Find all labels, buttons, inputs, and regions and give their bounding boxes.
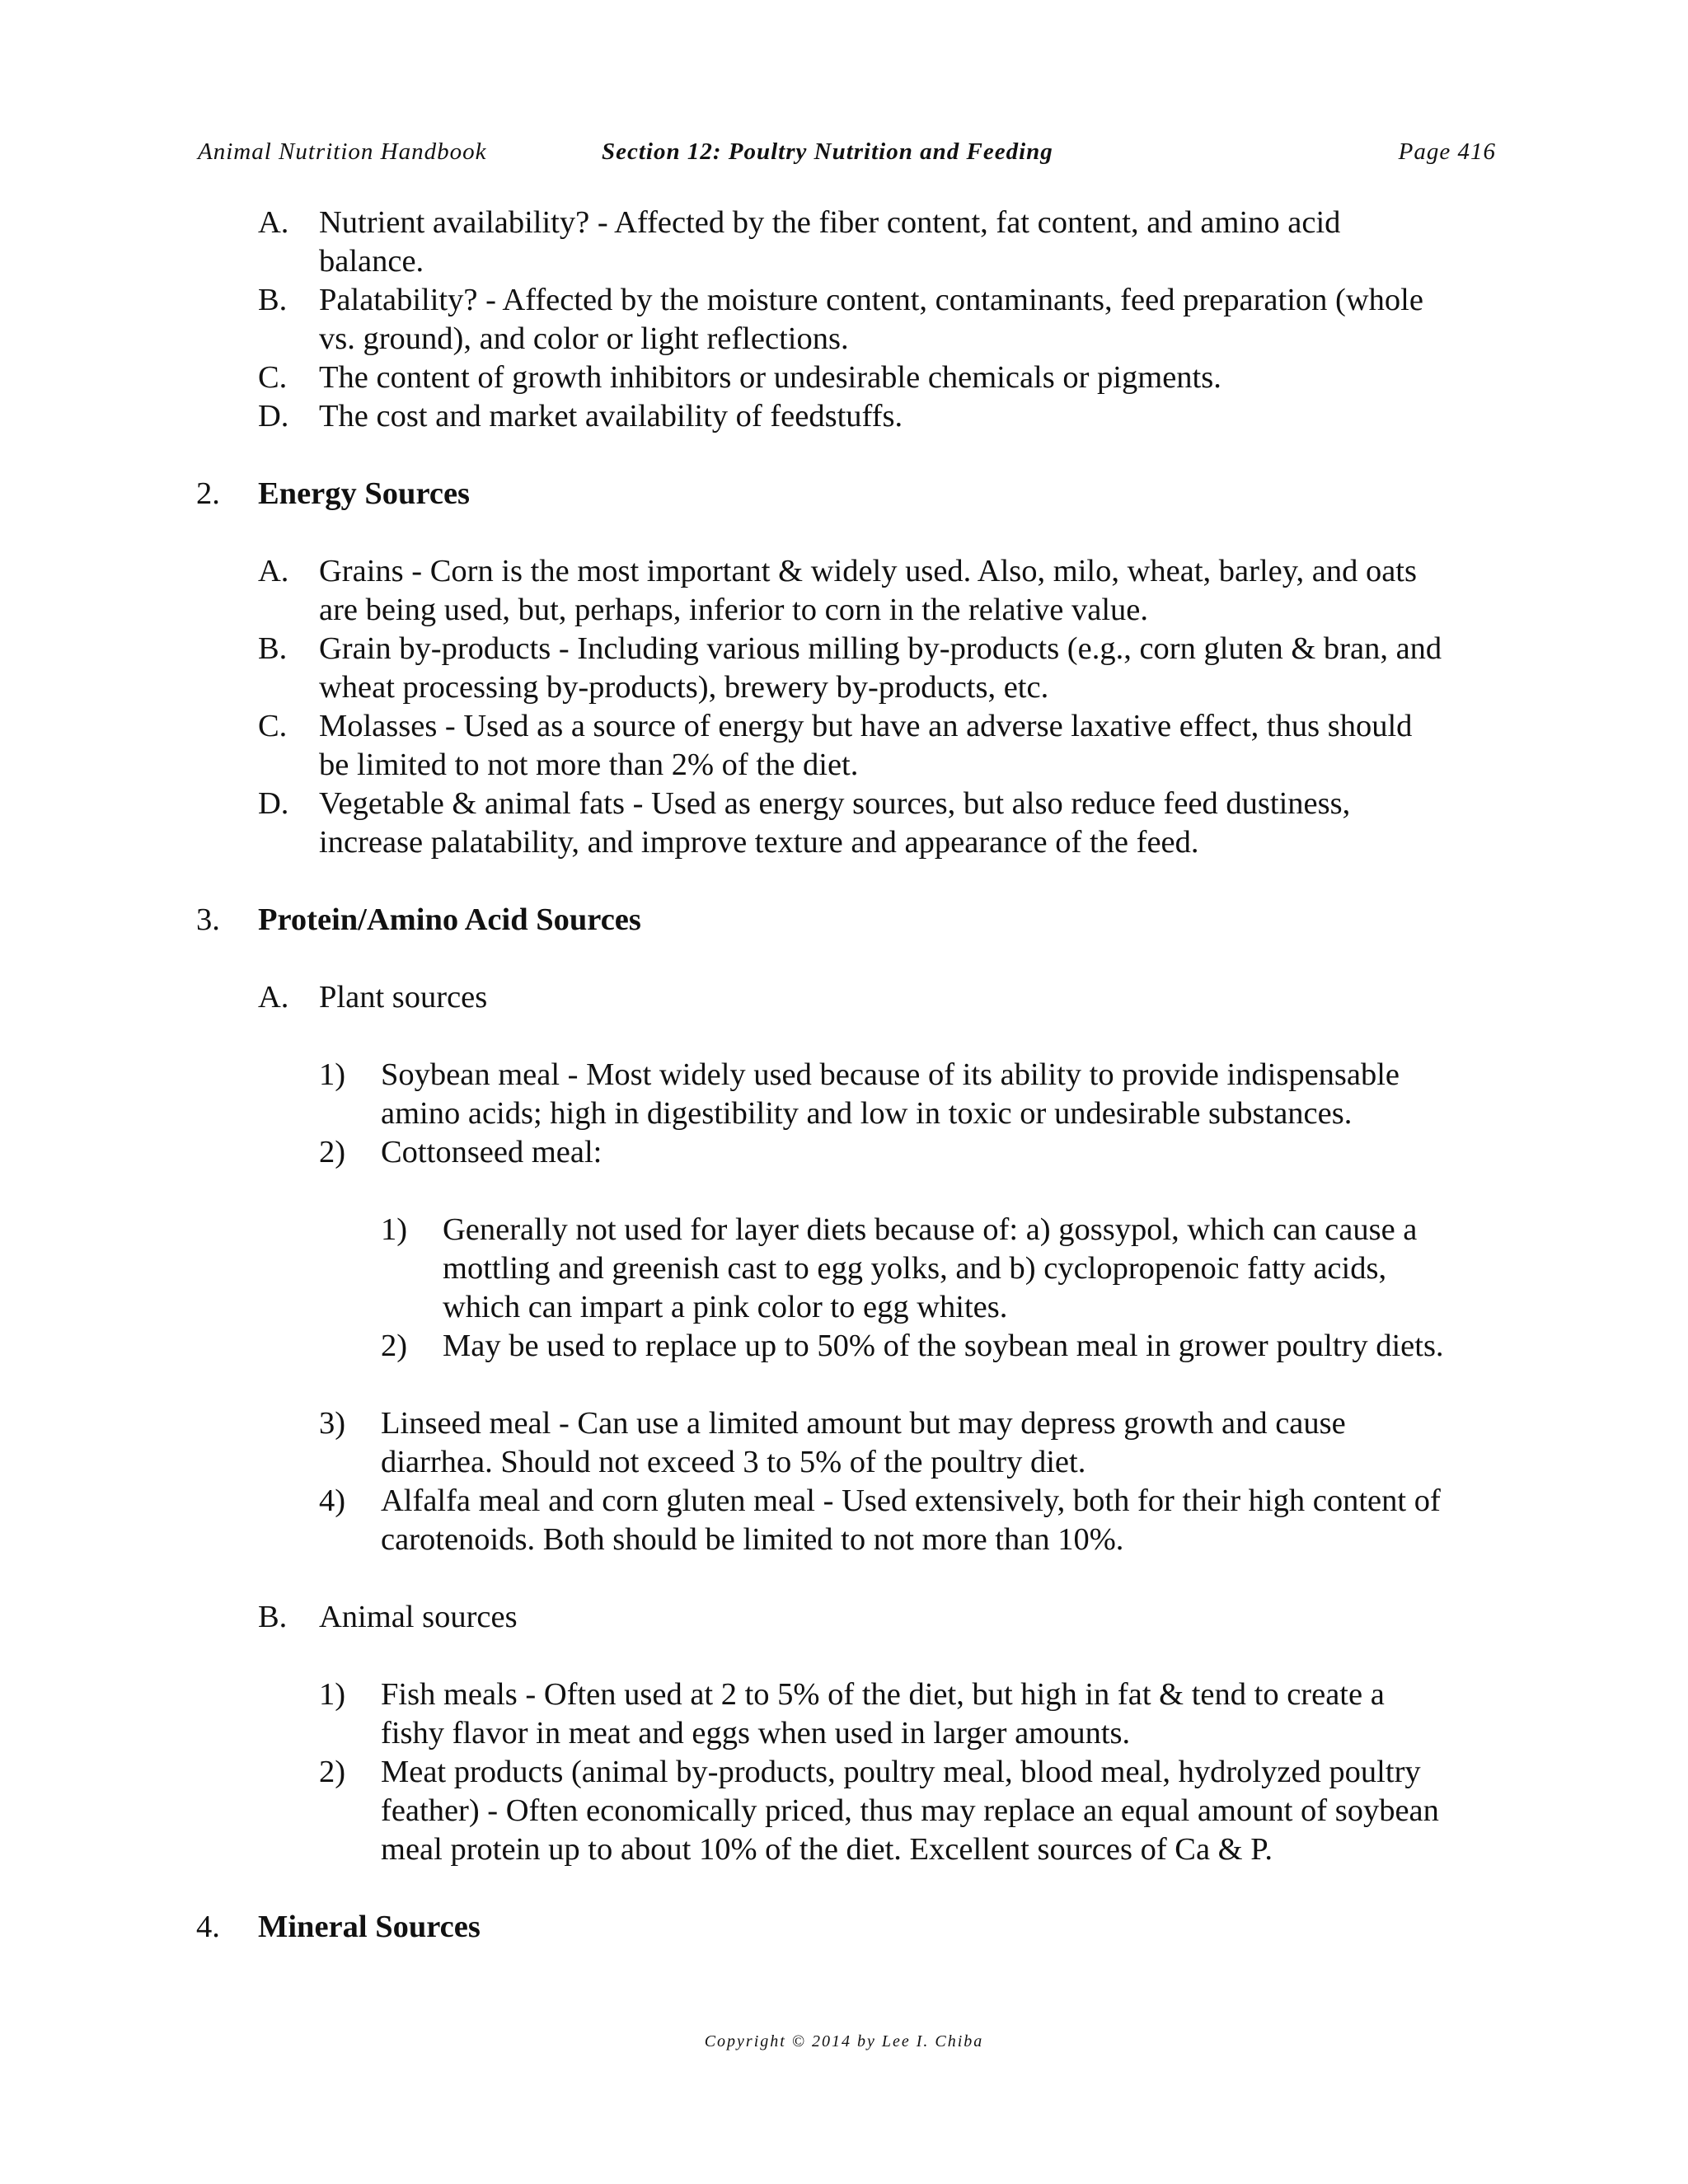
header-page-number: Page 416 — [1398, 138, 1496, 165]
s2-d-line-1: Vegetable & animal fats - Used as energy sources, but also reduce feed dustiness, — [319, 786, 1351, 821]
s2-a-line-2: are being used, but, perhaps, inferior to corn in the relative value. — [319, 593, 1148, 627]
soybean-marker: 1) — [319, 1057, 346, 1092]
intro-c-line-1: The content of growth inhibitors or undesirable chemicals or pigments. — [319, 360, 1221, 395]
intro-c-marker: C. — [258, 360, 288, 395]
cottonseed-2-marker: 2) — [381, 1329, 408, 1363]
intro-d-line-1: The cost and market availability of feedstuffs. — [319, 399, 903, 434]
cottonseed-marker: 2) — [319, 1135, 346, 1169]
meat-products-marker: 2) — [319, 1755, 346, 1789]
s2-c-line-2: be limited to not more than 2% of the diet. — [319, 748, 859, 782]
s3-plant-marker: A. — [258, 980, 289, 1015]
soybean-line-2: amino acids; high in digestibility and low in toxic or undesirable substances. — [381, 1096, 1353, 1131]
intro-b-marker: B. — [258, 283, 288, 317]
meat-products-line-1: Meat products (animal by-products, poultry meal, blood meal, hydrolyzed poultry — [381, 1755, 1421, 1789]
soybean-line-1: Soybean meal - Most widely used because of its ability to provide indispensable — [381, 1057, 1400, 1092]
cottonseed-2-line-1: May be used to replace up to 50% of the soybean meal in grower poultry diets. — [443, 1329, 1444, 1363]
linseed-line-2: diarrhea. Should not exceed 3 to 5% of the poultry diet. — [381, 1445, 1086, 1479]
section-2-number: 2. — [196, 476, 220, 511]
cottonseed-1-marker: 1) — [381, 1212, 408, 1247]
s2-d-line-2: increase palatability, and improve texture and appearance of the feed. — [319, 825, 1199, 860]
s2-c-marker: C. — [258, 709, 288, 743]
alfalfa-line-1: Alfalfa meal and corn gluten meal - Used extensively, both for their high content of — [381, 1483, 1441, 1518]
s3-animal-label: Animal sources — [319, 1600, 518, 1634]
meat-products-line-3: meal protein up to about 10% of the diet. Excellent sources of Ca & P. — [381, 1832, 1273, 1867]
linseed-marker: 3) — [319, 1406, 346, 1441]
s3-animal-marker: B. — [258, 1600, 288, 1634]
fish-meals-line-1: Fish meals - Often used at 2 to 5% of the diet, but high in fat & tend to create a — [381, 1677, 1385, 1712]
section-4-number: 4. — [196, 1910, 220, 1944]
s2-d-marker: D. — [258, 786, 289, 821]
meat-products-line-2: feather) - Often economically priced, thus may replace an equal amount of soybean — [381, 1793, 1439, 1828]
alfalfa-marker: 4) — [319, 1483, 346, 1518]
section-3-title: Protein/Amino Acid Sources — [258, 902, 641, 937]
s2-a-line-1: Grains - Corn is the most important & widely used. Also, milo, wheat, barley, and oats — [319, 554, 1417, 588]
fish-meals-line-2: fishy flavor in meat and eggs when used in larger amounts. — [381, 1716, 1131, 1750]
intro-a-marker: A. — [258, 205, 289, 240]
intro-b-line-2: vs. ground), and color or light reflections. — [319, 321, 849, 356]
fish-meals-marker: 1) — [319, 1677, 346, 1712]
section-2-title: Energy Sources — [258, 476, 471, 511]
section-4-title: Mineral Sources — [258, 1910, 481, 1944]
s3-plant-label: Plant sources — [319, 980, 488, 1015]
linseed-line-1: Linseed meal - Can use a limited amount but may depress growth and cause — [381, 1406, 1346, 1441]
cottonseed-1-line-3: which can impart a pink color to egg whites. — [443, 1290, 1008, 1324]
cottonseed-1-line-1: Generally not used for layer diets because of: a) gossypol, which can cause a — [443, 1212, 1418, 1247]
cottonseed-1-line-2: mottling and greenish cast to egg yolks, and b) cyclopropenoic fatty acids, — [443, 1251, 1387, 1286]
s2-b-line-2: wheat processing by-products), brewery by-products, etc. — [319, 670, 1049, 705]
s2-c-line-1: Molasses - Used as a source of energy but have an adverse laxative effect, thus should — [319, 709, 1413, 743]
s2-a-marker: A. — [258, 554, 289, 588]
intro-a-line-1: Nutrient availability? - Affected by the fiber content, fat content, and amino acid — [319, 205, 1341, 240]
intro-a-line-2: balance. — [319, 244, 424, 279]
alfalfa-line-2: carotenoids. Both should be limited to not more than 10%. — [381, 1522, 1124, 1557]
header-section-title: Section 12: Poultry Nutrition and Feeding — [602, 138, 1053, 165]
page-footer-copyright: Copyright © 2014 by Lee I. Chiba — [704, 2032, 984, 2050]
s2-b-marker: B. — [258, 631, 288, 666]
section-3-number: 3. — [196, 902, 220, 937]
intro-b-line-1: Palatability? - Affected by the moisture content, contaminants, feed preparation (whole — [319, 283, 1423, 317]
s2-b-line-1: Grain by-products - Including various milling by-products (e.g., corn gluten & bran, and — [319, 631, 1442, 666]
header-book-title: Animal Nutrition Handbook — [198, 138, 487, 165]
page-header — [198, 138, 1496, 175]
cottonseed-label: Cottonseed meal: — [381, 1135, 603, 1169]
intro-d-marker: D. — [258, 399, 289, 434]
